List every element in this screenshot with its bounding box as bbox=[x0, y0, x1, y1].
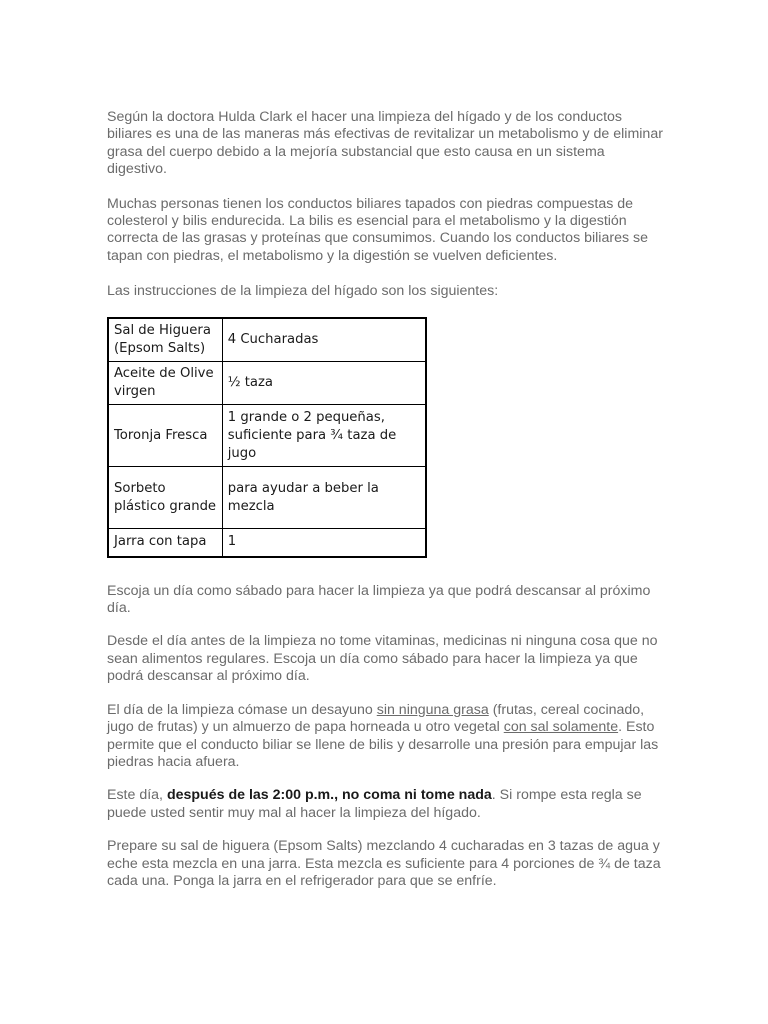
amount-cell: para ayudar a beber la mezcla bbox=[222, 467, 426, 529]
instructions-heading-paragraph: Las instrucciones de la limpieza del hígado son los siguientes: bbox=[107, 283, 499, 300]
cleanse-day-text: . Esto permite que el conducto biliar se llene de bilis y desarrolle una presión para empujar las piedras hacia afuera. bbox=[107, 719, 659, 770]
table-row bbox=[108, 405, 426, 467]
amount-cell: ½ taza bbox=[222, 362, 426, 405]
amount-cell: 1 bbox=[222, 529, 426, 557]
fasting-rule-paragraph bbox=[107, 787, 667, 822]
fasting-rule-bold: después de las 2:00 p.m., no coma ni tome nada bbox=[166, 787, 492, 804]
amount-cell: 4 Cucharadas bbox=[222, 318, 426, 362]
table-row bbox=[108, 318, 426, 362]
epsom-prep-paragraph: Prepare su sal de higuera (Epsom Salts) mezclando 4 cucharadas en 3 tazas de agua y eche esta mezcla en una jarra. Esta mezcla es suficiente para 4 porciones de ¾ de taza cada una. Ponga la jarra en el refrigerador para que se enfríe. bbox=[107, 838, 661, 889]
bile-ducts-paragraph: Muchas personas tienen los conductos biliares tapados con piedras compuestas de colesterol y bilis endurecida. La bilis es esencial para el metabolismo y la digestión correcta de las grasas y proteínas que consumimos. Cuando los conductos biliares se tapan con piedras, el metabolismo y la digestión se vuelven deficientes. bbox=[107, 195, 648, 264]
day-before-paragraph: Desde el día antes de la limpieza no tome vitaminas, medicinas ni ninguna cosa que no sean alimentos regulares. Escoja un día como sábado para hacer la limpieza ya que podrá descansar al próximo día. bbox=[107, 633, 658, 685]
fasting-rule-text: . Si rompe esta regla se puede usted sentir muy mal al hacer la limpieza del hígado. bbox=[107, 787, 642, 821]
ingredient-cell: Toronja Fresca bbox=[108, 405, 222, 467]
no-fat-underlined: sin ninguna grasa bbox=[376, 701, 489, 718]
choose-day-paragraph: Escoja un día como sábado para hacer la limpieza ya que podrá descansar al próximo día. bbox=[107, 582, 651, 617]
ingredient-cell: Sorbeto plástico grande bbox=[108, 467, 222, 529]
table-row bbox=[108, 529, 426, 557]
fasting-rule-text: Este día, bbox=[107, 787, 167, 804]
ingredient-cell: Sal de Higuera (Epsom Salts) bbox=[108, 318, 222, 362]
ingredient-cell: Aceite de Olive virgen bbox=[108, 362, 222, 405]
cleanse-day-text: (frutas, cereal cocinado, jugo de frutas) y un almuerzo de papa horneada u otro vegetal bbox=[107, 701, 645, 736]
amount-cell: 1 grande o 2 pequeñas, suficiente para ¾ taza de jugo bbox=[222, 405, 426, 467]
ingredient-cell: Jarra con tapa bbox=[108, 529, 222, 557]
intro-paragraph: Según la doctora Hulda Clark el hacer una limpieza del hígado y de los conductos biliares es una de las maneras más efectivas de revitalizar un metabolismo y de eliminar grasa del cuerpo debido a la mejoría substancial que esto causa en un sistema digestivo. bbox=[107, 109, 663, 178]
table-row bbox=[108, 467, 426, 529]
salt-only-underlined: con sal solamente bbox=[503, 719, 619, 736]
table-row bbox=[108, 362, 426, 405]
document-body bbox=[107, 109, 667, 906]
cleanse-day-text: El día de la limpieza cómase un desayuno bbox=[107, 701, 377, 718]
cleanse-day-paragraph bbox=[107, 702, 667, 772]
ingredients-table-wrapper bbox=[107, 317, 667, 558]
ingredients-table bbox=[107, 317, 427, 558]
